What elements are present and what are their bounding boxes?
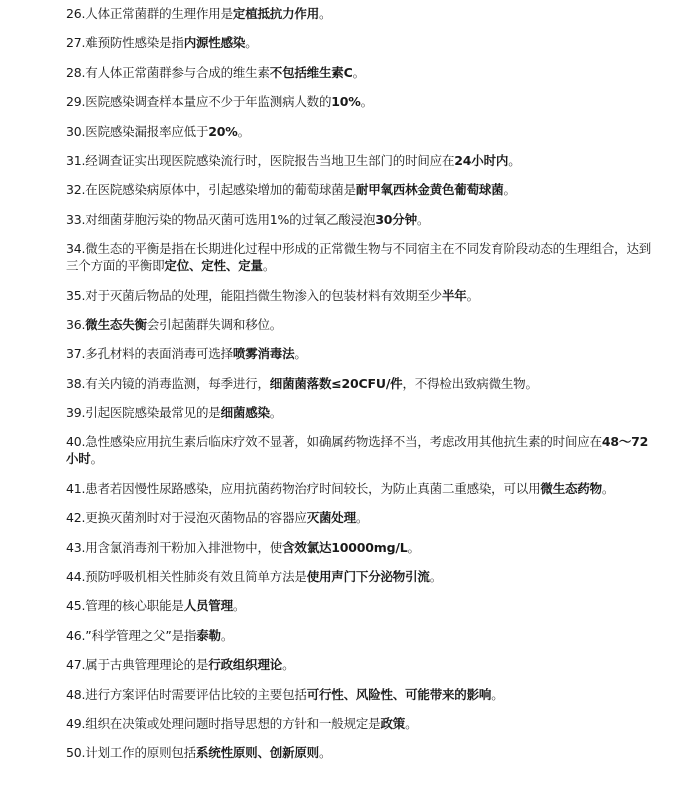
item-suffix: 。 bbox=[220, 627, 234, 643]
list-item bbox=[66, 5, 660, 22]
item-text: 39.引起医院感染最常见的是 bbox=[66, 405, 221, 421]
item-answer: 48～72小时 bbox=[66, 434, 649, 467]
item-suffix: 。 bbox=[407, 539, 420, 555]
item-suffix: 。 bbox=[360, 94, 373, 110]
item-answer: 微生态失衡 bbox=[85, 316, 147, 332]
item-suffix: 。 bbox=[232, 598, 246, 614]
item-text: 29.医院感染调查样本量应不少于年监测病人数的 bbox=[66, 94, 332, 110]
item-text: 30.医院感染漏报率应低于 bbox=[66, 123, 209, 139]
list-item bbox=[66, 433, 660, 467]
list-item bbox=[66, 715, 660, 732]
list-item bbox=[66, 656, 660, 673]
item-answer: 耐甲氧西林金黄色葡萄球菌 bbox=[355, 182, 504, 198]
list-item bbox=[66, 64, 660, 81]
item-suffix: 会引起菌群失调和移位。 bbox=[146, 316, 283, 332]
list-item bbox=[66, 597, 660, 614]
list-item bbox=[66, 345, 660, 362]
list-item bbox=[66, 539, 660, 556]
item-answer: 定位、定性、定量 bbox=[164, 258, 263, 274]
item-text: 50.计划工作的原则包括 bbox=[66, 745, 196, 761]
list-item bbox=[66, 568, 660, 585]
item-suffix: 。 bbox=[491, 686, 504, 702]
item-text: 33.对细菌芽胞污染的物品灭菌可选用1%的过氧乙酸浸泡 bbox=[66, 211, 376, 227]
item-answer: 泰勒 bbox=[196, 627, 221, 643]
item-suffix: 。 bbox=[352, 64, 365, 80]
item-suffix: 。 bbox=[269, 405, 283, 421]
list-item bbox=[66, 93, 660, 110]
item-suffix: 。 bbox=[466, 287, 479, 303]
item-text: 45.管理的核心职能是 bbox=[66, 598, 184, 614]
item-answer: 含效氯达10000mg/L bbox=[282, 539, 408, 555]
item-answer: 不包括维生素C bbox=[269, 64, 353, 80]
list-item bbox=[66, 686, 660, 703]
item-text: 46.”科学管理之父”是指 bbox=[66, 627, 197, 643]
item-text: 32.在医院感染病原体中，引起感染增加的葡萄球菌是 bbox=[66, 182, 356, 198]
item-text: 38.有关内镜的消毒监测，每季进行， bbox=[66, 375, 270, 391]
item-suffix: 。 bbox=[405, 715, 418, 731]
item-suffix: 。 bbox=[508, 152, 521, 168]
item-text: 43.用含氯消毒剂干粉加入排泄物中，使 bbox=[66, 539, 283, 555]
list-item bbox=[66, 316, 660, 333]
item-text: 42.更换灭菌剂时对于浸泡灭菌物品的容器应 bbox=[66, 510, 307, 526]
item-text: 47.属于古典管理理论的是 bbox=[66, 657, 209, 673]
list-item bbox=[66, 375, 660, 392]
item-suffix: 。 bbox=[429, 569, 443, 585]
item-text: 31.经调查证实出现医院感染流行时，医院报告当地卫生部门的时间应在 bbox=[66, 152, 455, 168]
item-text: 48.进行方案评估时需要评估比较的主要包括 bbox=[66, 686, 307, 702]
item-suffix: 。 bbox=[601, 480, 615, 496]
item-suffix: 。 bbox=[319, 6, 332, 21]
item-answer: 10% bbox=[331, 94, 361, 110]
item-suffix: 。 bbox=[355, 510, 369, 526]
item-answer: 细菌感染 bbox=[220, 405, 270, 421]
item-answer: 细菌菌落数≤20CFU/件 bbox=[269, 375, 403, 391]
item-text: 40.急性感染应用抗生素后临床疗效不显著，如确属药物选择不当，考虑改用其他抗生素的时间应在 bbox=[66, 434, 602, 450]
list-item bbox=[66, 181, 660, 198]
list-item bbox=[66, 123, 660, 140]
item-suffix: 。 bbox=[294, 346, 307, 362]
list-item bbox=[66, 34, 660, 51]
item-answer: 系统性原则、创新原则 bbox=[195, 745, 319, 761]
item-answer: 人员管理 bbox=[183, 598, 233, 614]
list-item bbox=[66, 152, 660, 169]
item-text: 37.多孔材料的表面消毒可选择 bbox=[66, 346, 233, 362]
item-answer: 喷雾消毒法 bbox=[232, 346, 295, 362]
item-answer: 半年 bbox=[441, 287, 467, 303]
item-text: 27.难预防性感染是指 bbox=[66, 35, 184, 51]
list-item bbox=[66, 240, 660, 274]
item-text: 49.组织在决策或处理问题时指导思想的方针和一般规定是 bbox=[66, 715, 381, 731]
item-answer: 行政组织理论 bbox=[208, 657, 283, 673]
item-text: 35.对于灭菌后物品的处理，能阻挡微生物渗入的包装材料有效期至少 bbox=[66, 287, 442, 303]
item-suffix: 。 bbox=[319, 745, 332, 761]
item-answer: 30分钟 bbox=[375, 211, 417, 227]
item-text: 36. bbox=[66, 316, 86, 332]
list-item bbox=[66, 287, 660, 304]
list-item bbox=[66, 627, 660, 644]
item-suffix: 。 bbox=[503, 182, 516, 198]
item-answer: 定植抵抗力作用 bbox=[232, 6, 319, 21]
item-suffix: 。 bbox=[282, 657, 295, 673]
item-text: 26.人体正常菌群的生理作用是 bbox=[66, 6, 233, 21]
item-text: 34.微生态的平衡是指在长期进化过程中形成的正常微生物与不同宿主在不同发育阶段动态的生理组合，达到三个方面的平衡即 bbox=[66, 241, 652, 274]
item-suffix: 。 bbox=[90, 451, 103, 467]
list-item bbox=[66, 404, 660, 421]
list-item bbox=[66, 509, 660, 526]
item-suffix: 。 bbox=[416, 211, 430, 227]
item-answer: 内源性感染 bbox=[183, 35, 246, 51]
item-answer: 可行性、风险性、可能带来的影响 bbox=[306, 686, 492, 702]
item-suffix: ，不得检出致病微生物。 bbox=[402, 375, 538, 391]
item-text: 41.患者若因慢性尿路感染，应用抗菌药物治疗时间较长，为防止真菌二重感染，可以用 bbox=[66, 480, 541, 496]
list-item bbox=[66, 480, 660, 497]
item-answer: 政策 bbox=[380, 715, 406, 731]
item-answer: 使用声门下分泌物引流 bbox=[306, 569, 430, 585]
item-answer: 微生态药物 bbox=[540, 480, 602, 496]
item-answer: 20% bbox=[208, 123, 238, 139]
item-text: 28.有人体正常菌群参与合成的维生素 bbox=[66, 64, 270, 80]
item-answer: 灭菌处理 bbox=[306, 510, 356, 526]
item-suffix: 。 bbox=[262, 258, 276, 274]
item-suffix: 。 bbox=[237, 123, 250, 139]
item-answer: 24小时内 bbox=[454, 152, 509, 168]
item-suffix: 。 bbox=[245, 35, 258, 51]
list-item bbox=[66, 744, 660, 761]
item-text: 44.预防呼吸机相关性肺炎有效且简单方法是 bbox=[66, 569, 307, 585]
list-item bbox=[66, 211, 660, 228]
